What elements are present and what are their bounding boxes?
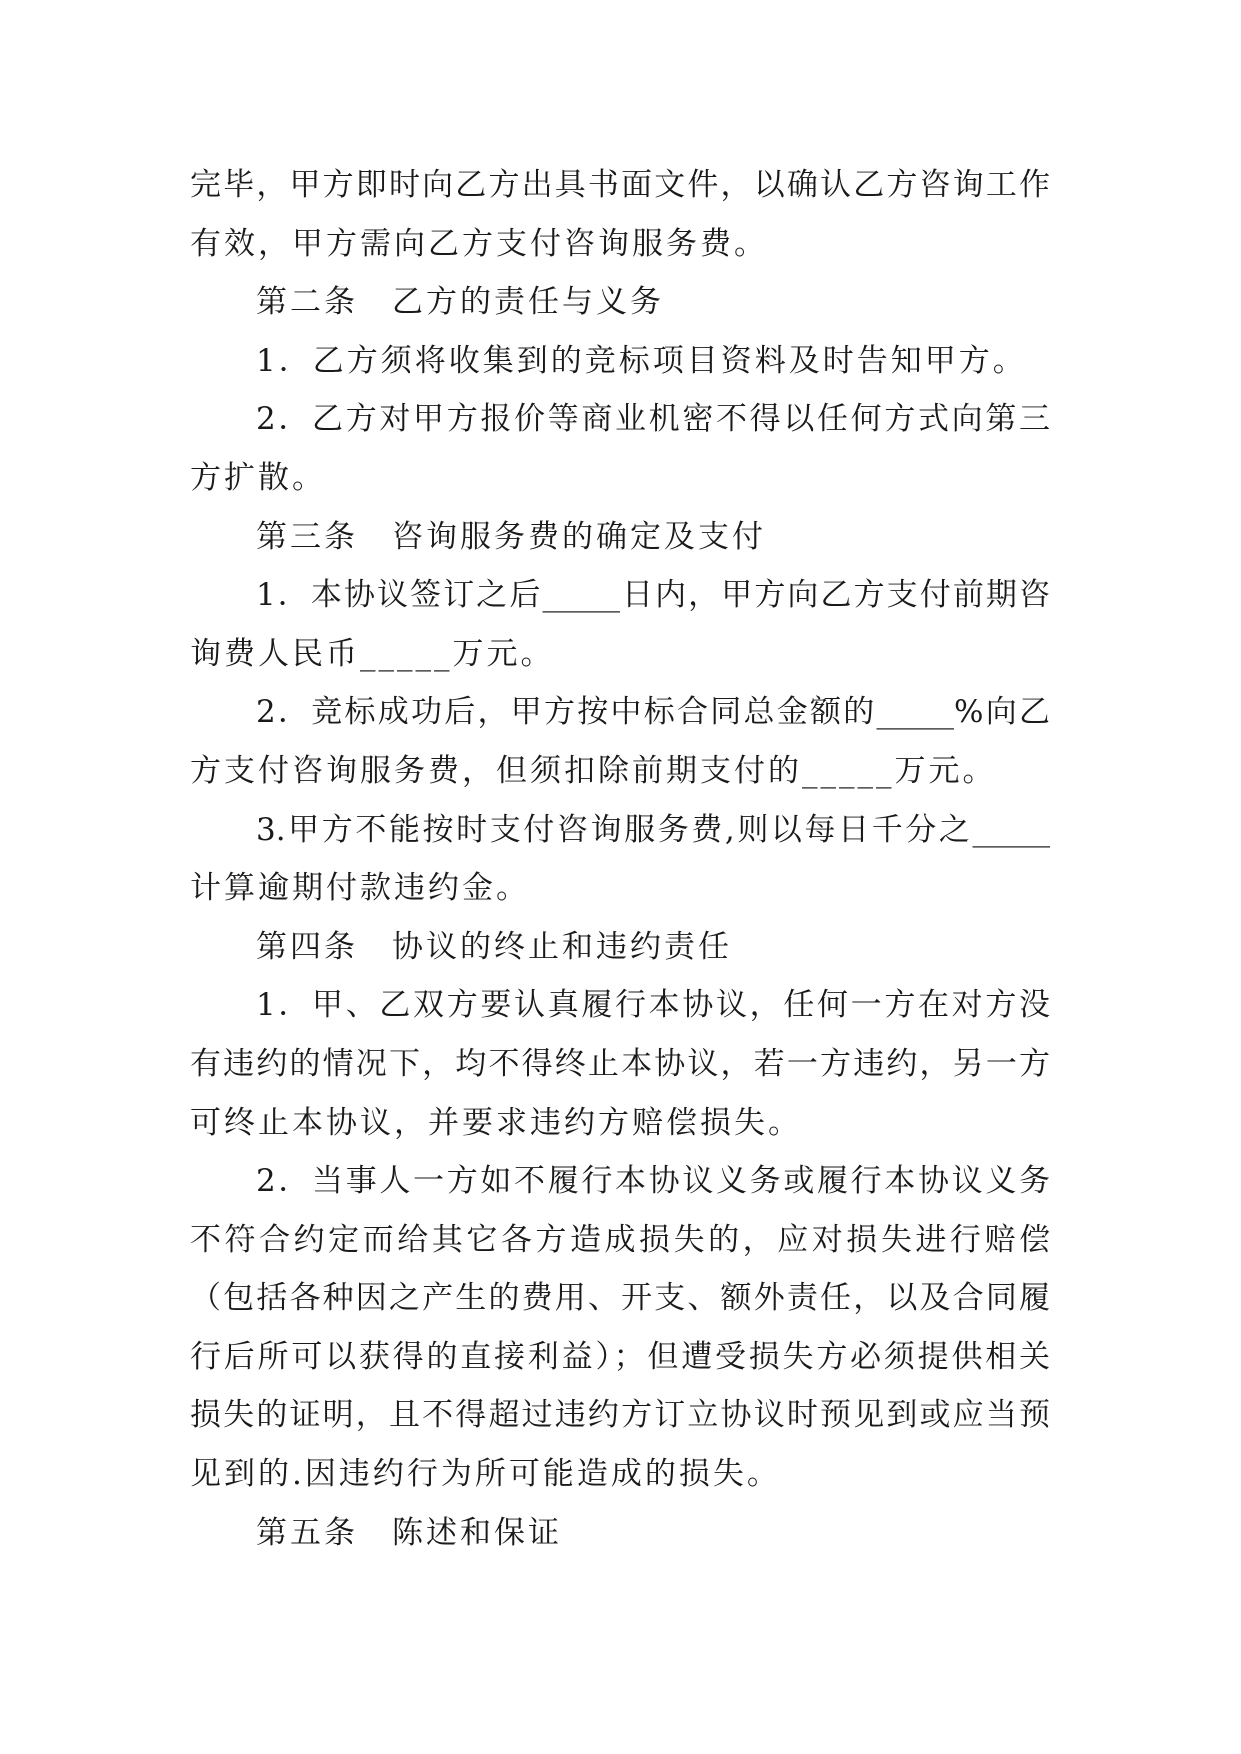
text-line: 第五条 陈述和保证 <box>256 1514 562 1551</box>
text-line: 1．乙方须将收集到的竞标项目资料及时告知甲方。 <box>256 342 1027 379</box>
text-line: 方支付咨询服务费，但须扣除前期支付的_____万元。 <box>190 752 997 789</box>
text-line: 行后所可以获得的直接利益）；但遭受损失方必须提供相关 <box>190 1338 1050 1375</box>
text-line: 2．竞标成功后，甲方按中标合同总金额的_____%向乙 <box>256 694 1050 731</box>
text-line: 第二条 乙方的责任与义务 <box>256 284 664 321</box>
text-line: 损失的证明，且不得超过违约方订立协议时预见到或应当预 <box>190 1397 1050 1434</box>
text-line: 有效，甲方需向乙方支付咨询服务费。 <box>190 225 768 262</box>
document-body <box>190 156 1050 1562</box>
text-line: 不符合约定而给其它各方造成损失的，应对损失进行赔偿 <box>190 1221 1050 1258</box>
text-line: 计算逾期付款违约金。 <box>190 870 530 907</box>
text-line: 3.甲方不能按时支付咨询服务费,则以每日千分之_____ <box>256 811 1050 848</box>
text-line: 有违约的情况下，均不得终止本协议，若一方违约，另一方 <box>190 1045 1050 1082</box>
text-line: 可终止本协议，并要求违约方赔偿损失。 <box>190 1104 802 1141</box>
text-line: 2．乙方对甲方报价等商业机密不得以任何方式向第三 <box>256 401 1050 438</box>
text-line: 1．本协议签订之后_____日内，甲方向乙方支付前期咨 <box>256 577 1050 614</box>
text-line: 见到的.因违约行为所可能造成的损失。 <box>190 1456 781 1493</box>
text-line: 询费人民币_____万元。 <box>190 635 555 672</box>
text-line: 2．当事人一方如不履行本协议义务或履行本协议义务 <box>256 1163 1050 1200</box>
text-line: 方扩散。 <box>190 459 326 496</box>
text-line: （包括各种因之产生的费用、开支、额外责任，以及合同履 <box>190 1280 1050 1317</box>
text-line: 第三条 咨询服务费的确定及支付 <box>256 518 766 555</box>
text-line: 1．甲、乙双方要认真履行本协议，任何一方在对方没 <box>256 987 1050 1024</box>
text-line: 完毕，甲方即时向乙方出具书面文件，以确认乙方咨询工作 <box>190 167 1050 203</box>
text-line: 第四条 协议的终止和违约责任 <box>256 928 732 965</box>
